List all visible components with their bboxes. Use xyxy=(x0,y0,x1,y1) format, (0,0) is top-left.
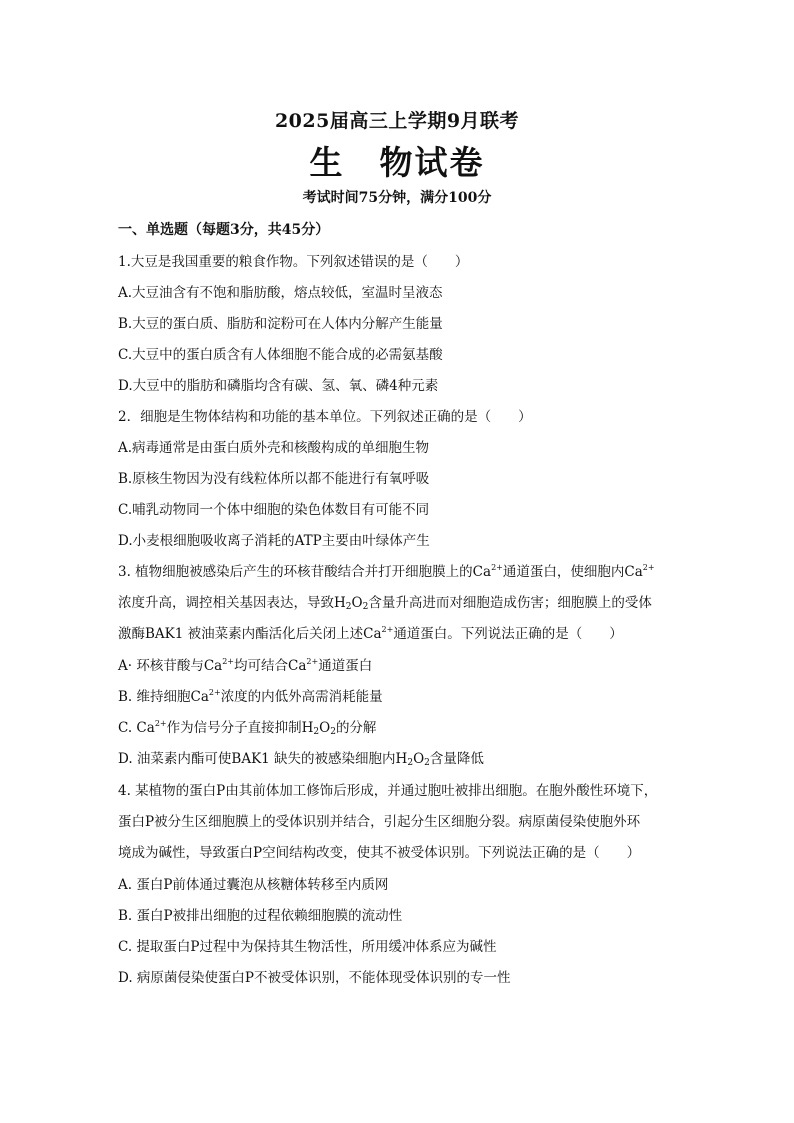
q3-option-b: B. 维持细胞$Ca^{2+}$浓度的内低外高需消耗能量 xyxy=(118,688,383,705)
q3-stem-line1: 3. 植物细胞被感染后产生的环核苷酸结合并打开细胞膜上的$Ca^{2+}$通道蛋白，使细胞内$Ca^{2+}$ xyxy=(118,563,655,580)
q2-stem: 2．细胞是生物体结构和功能的基本单位。下列叙述正确的是（ ） xyxy=(118,409,532,425)
q4-stem-line1: 4. 某植物的蛋白P由其前体加工修饰后形成，并通过胞吐被排出细胞。在胞外酸性环境下， xyxy=(118,783,658,799)
q4-option-d: D. 病原菌侵染使蛋白P不被受体识别，不能体现受体识别的专一性 xyxy=(118,970,511,986)
q1-option-c: C.大豆中的蛋白质含有人体细胞不能合成的必需氨基酸 xyxy=(118,347,443,363)
q2-option-b: B.原核生物因为没有线粒体所以都不能进行有氧呼吸 xyxy=(118,471,430,487)
q3-option-a: A· 环核苷酸与$Ca^{2+}$均可结合$Ca^{2+}$通道蛋白 xyxy=(118,657,373,674)
q3-option-d: D. 油菜素内酯可使BAK1 缺失的被感染细胞内$H_2O_2$含量降低 xyxy=(118,751,484,768)
subject-title: 生 物试卷 xyxy=(309,143,485,182)
q1-option-d: D.大豆中的脂肪和磷脂均含有碳、氢、氧、磷4种元素 xyxy=(118,378,439,394)
q1-option-b: B.大豆的蛋白质、脂肪和淀粉可在人体内分解产生能量 xyxy=(118,316,443,332)
q2-option-a: A.病毒通常是由蛋白质外壳和核酸构成的单细胞生物 xyxy=(118,440,430,456)
q3-stem-line2: 浓度升高，调控相关基因表达，导致$H_2O_2$含量升高进而对细胞造成伤害；细胞膜上的受体 xyxy=(118,595,652,612)
exam-title: 2025届高三上学期9月联考 xyxy=(274,110,520,132)
q3-option-c: C. $Ca^{2+}$作为信号分子直接抑制$H_2O_2$的分解 xyxy=(118,719,377,737)
section-heading: 一、单选题（每题3分，共45分） xyxy=(118,222,330,238)
q4-option-c: C. 提取蛋白P过程中为保持其生物活性，所用缓冲体系应为碱性 xyxy=(118,939,497,955)
q3-stem-line3: 激酶BAK1 被油菜素内酯活化后关闭上述$Ca^{2+}$通道蛋白。下列说法正确的是（ ） xyxy=(118,625,623,642)
q1-option-a: A.大豆油含有不饱和脂肪酸，熔点较低，室温时呈液态 xyxy=(118,285,443,301)
q2-option-d: D.小麦根细胞吸收离子消耗的ATP主要由叶绿体产生 xyxy=(118,533,430,549)
q4-stem-line3: 境成为碱性，导致蛋白P空间结构改变，使其不被受体识别。下列说法正确的是（ ） xyxy=(118,845,641,861)
q2-option-c: C.哺乳动物同一个体中细胞的染色体数目有可能不同 xyxy=(118,502,430,518)
exam-info: 考试时间75分钟，满分100分 xyxy=(302,190,492,206)
q1-stem: 1.大豆是我国重要的粮食作物。下列叙述错误的是（ ） xyxy=(118,254,469,270)
q4-option-a: A. 蛋白P前体通过囊泡从核糖体转移至内质网 xyxy=(118,877,389,893)
q4-option-b: B. 蛋白P被排出细胞的过程依赖细胞膜的流动性 xyxy=(118,908,403,924)
q4-stem-line2: 蛋白P被分生区细胞膜上的受体识别并结合，引起分生区细胞分裂。病原菌侵染使胞外环 xyxy=(118,814,641,830)
